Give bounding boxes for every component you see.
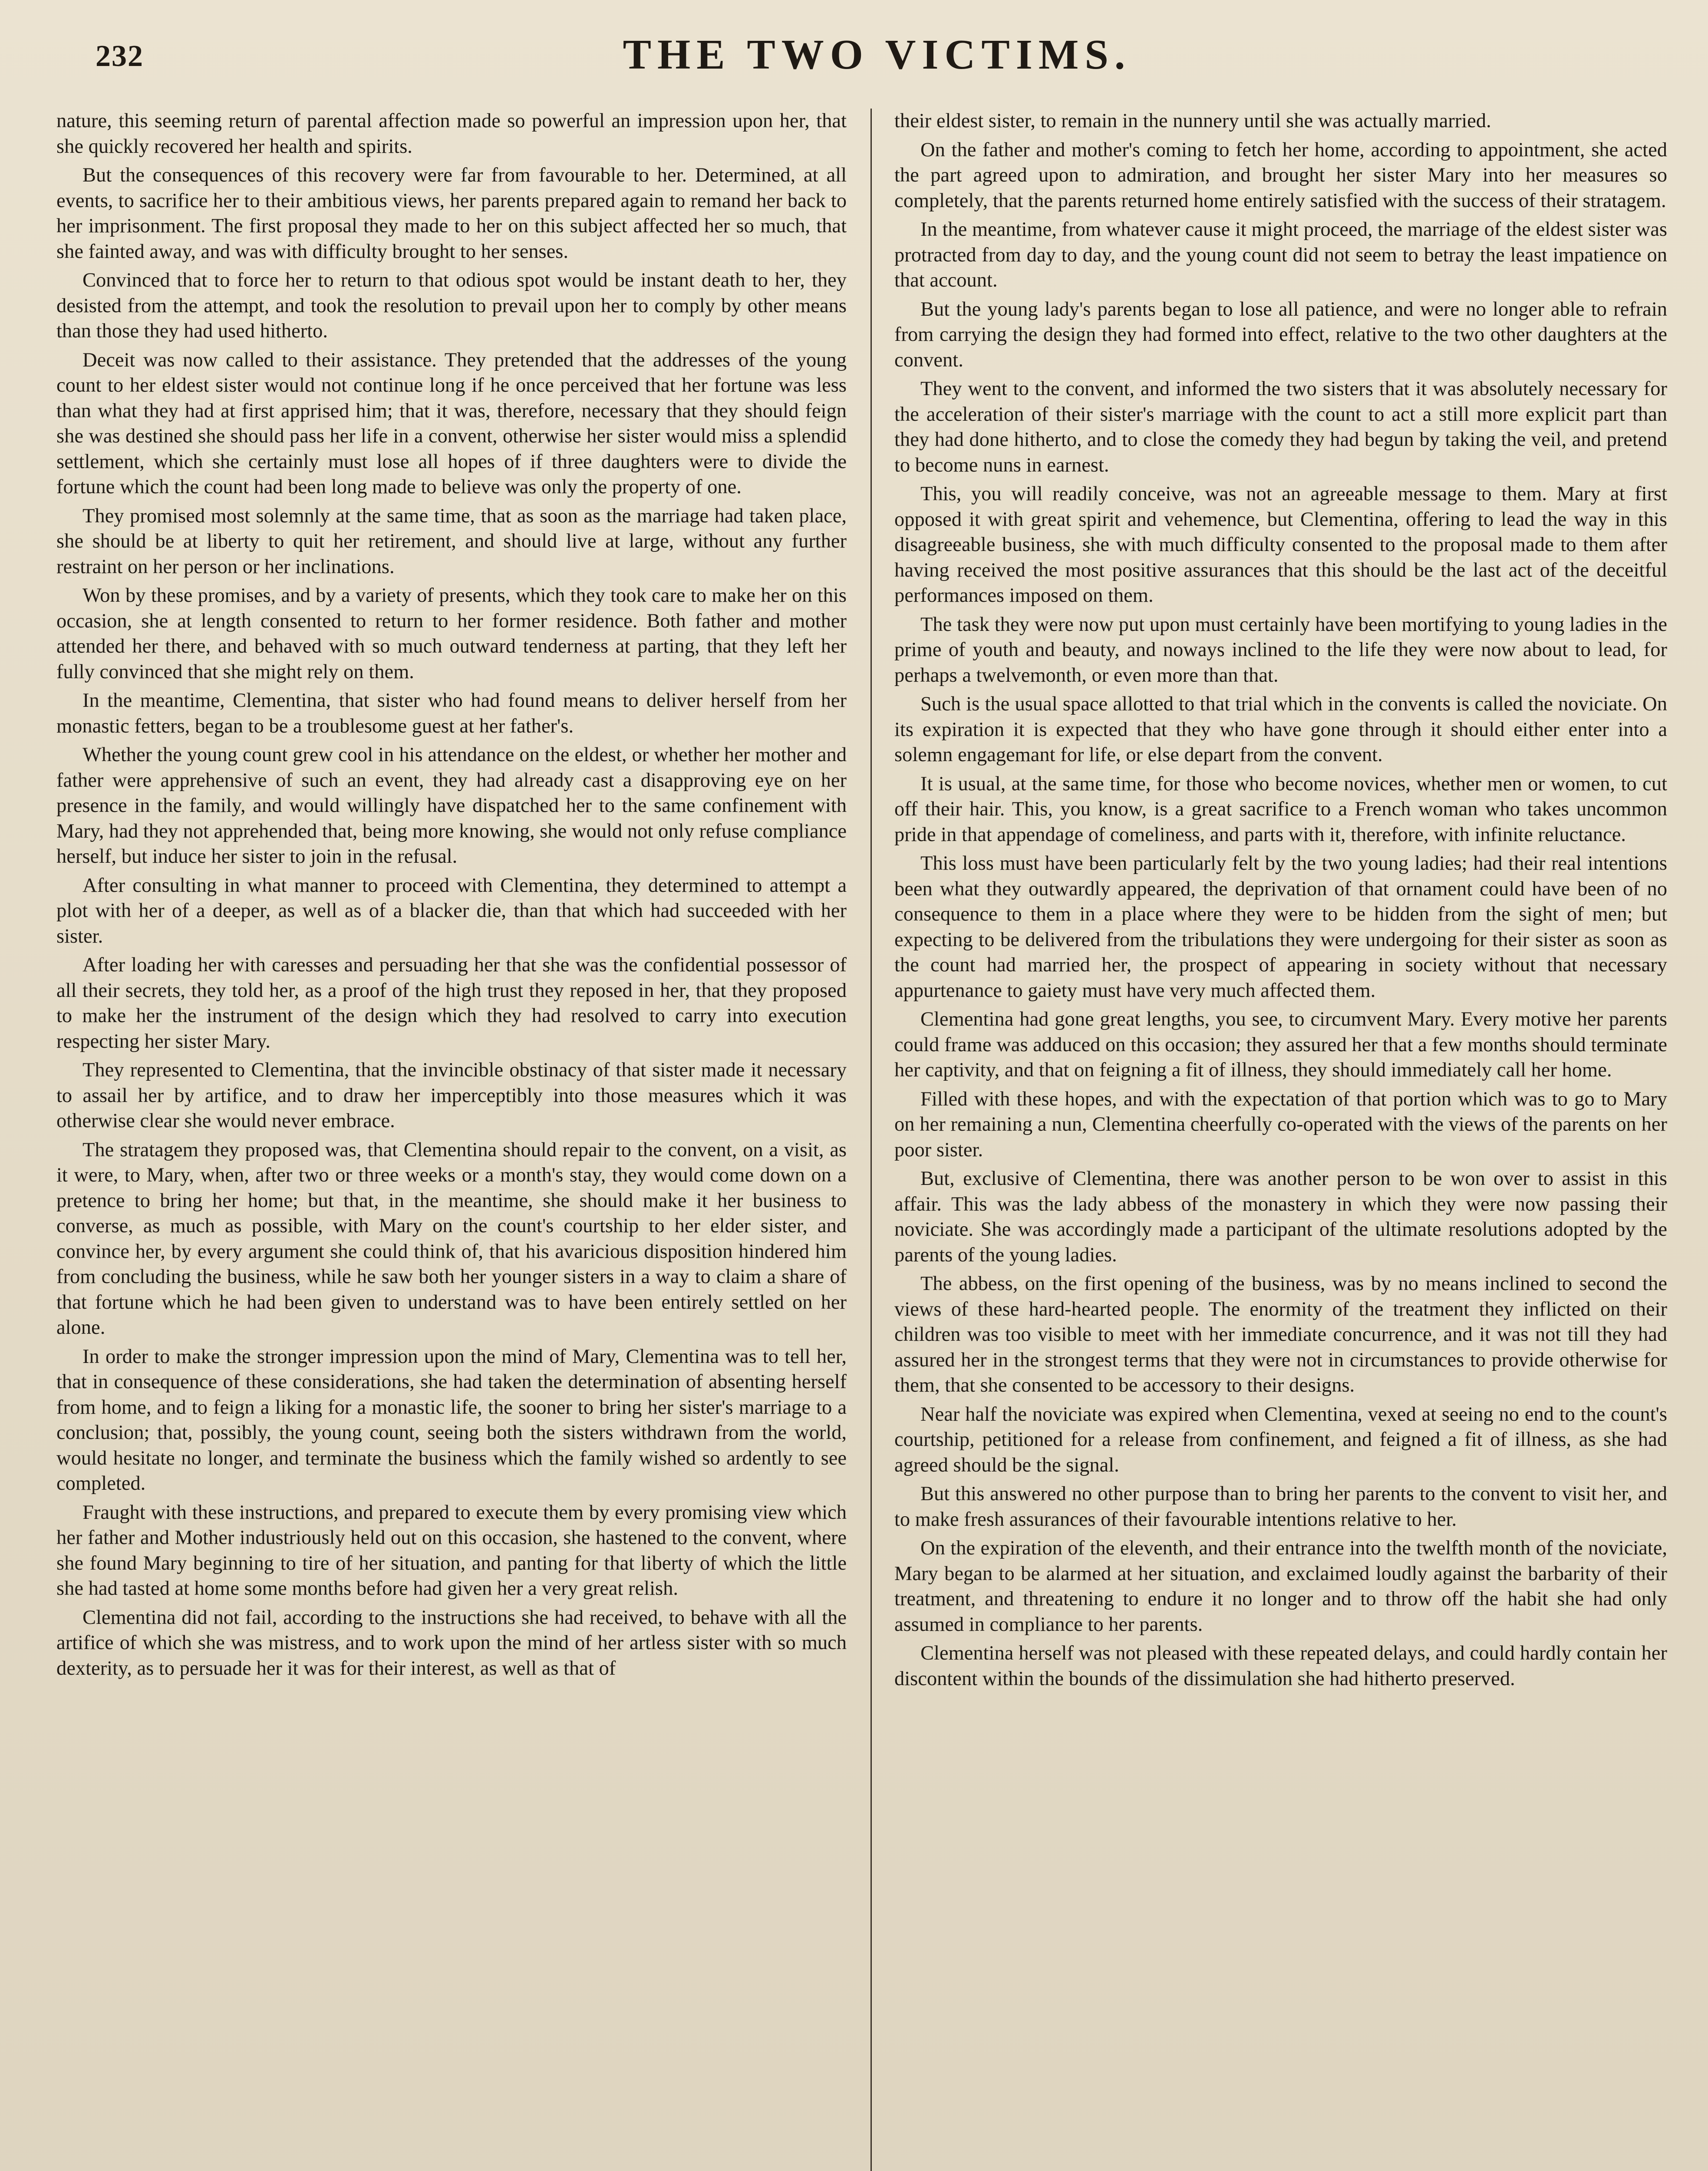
paragraph: Deceit was now called to their assistance. They pretended that the addresses of the young count to her eldest sister would not continue long if he once perceived that her fortune was less than what they had at first apprised him; that it was, therefore, necessary that they should feign she was destined she should pass her life in a convent, otherwise her sister would miss a splendid settlement, which she certainly must lose all hopes of if three daughters were to divide the fortune which the count had been long made to believe was only the property of one. [56, 349, 847, 498]
paragraph: nature, this seeming return of parental affection made so powerful an impression upon her, that she quickly recovered her health and spirits. [56, 110, 847, 158]
paragraph: On the father and mother's coming to fetch her home, according to appointment, she acted the part agreed upon to admiration, and brought her sister Mary into her measures so completely, that the parents returned home entirely satisfied with the success of their stratagem. [894, 139, 1667, 212]
paragraph: Filled with these hopes, and with the expectation of that portion which was to go to Mary on her remaining a nun, Clementina cheerfully co-operated with the views of the parents on her poor sister. [894, 1088, 1667, 1161]
paragraph: their eldest sister, to remain in the nunnery until she was actually married. [894, 110, 1491, 132]
paragraph: This, you will readily conceive, was not an agreeable message to them. Mary at first opposed it with great spirit and vehemence, but Clementina, offering to lead the way in this disagreeable business, she with much difficulty consented to the proposal made to them after having received the most positive assurances that this should be the last act of the deceitful performances imposed on them. [894, 483, 1667, 607]
paragraph: This loss must have been particularly felt by the two young ladies; had their real intentions been what they outwardly appeared, the deprivation of that ornament could have been of no consequence to them in a place where they were to be hidden from the sight of men; but expecting to be delivered from the tribulations they were undergoing for their sister as soon as the count had married her, the prospect of appearing in society without that necessary appurtenance to gaiety must have very much affected them. [894, 852, 1667, 1002]
page-header [96, 30, 1659, 96]
right-column [894, 109, 1667, 2171]
running-title: THE TWO VICTIMS. [623, 31, 1131, 78]
paragraph: But the young lady's parents began to lose all patience, and were no longer able to refrain from carrying the design they had formed into effect, relative to the two other daughters at the convent. [894, 298, 1667, 371]
paragraph: Such is the usual space allotted to that trial which in the convents is called the noviciate. On its expiration it is expected that they who have gone through it should either enter into a solemn engagemant for life, or else depart from the convent. [894, 693, 1667, 766]
paragraph: They promised most solemnly at the same time, that as soon as the marriage had taken place, she should be at liberty to quit her retirement, and should live at large, without any further restraint on her person or her inclinations. [56, 505, 847, 578]
paragraph: But, exclusive of Clementina, there was another person to be won over to assist in this affair. This was the lady abbess of the monastery in which they were now passing their noviciate. She was accordingly made a participant of the ultimate resolutions adopted by the parents of the young ladies. [894, 1168, 1667, 1266]
column-divider [870, 109, 872, 2171]
paragraph: After consulting in what manner to proceed with Clementina, they determined to attempt a plot with her of a deeper, as well as of a blacker die, than that which had succeeded with her sister. [56, 874, 847, 947]
paragraph: After loading her with caresses and persuading her that she was the confidential possessor of all their secrets, they told her, as a proof of the high trust they reposed in her, that they proposed to make her the instrument of the design which they had resolved to carry into execution respecting her sister Mary. [56, 954, 847, 1053]
paragraph: But this answered no other purpose than to bring her parents to the convent to visit her, and to make fresh assurances of their favourable intentions relative to her. [894, 1483, 1667, 1531]
paragraph: The stratagem they proposed was, that Clementina should repair to the convent, on a visit, as it were, to Mary, when, after two or three weeks or a month's stay, they would come down on a pretence to bring her home; but that, in the meantime, she should make it her business to converse, as much as possible, with Mary on the count's courtship to her elder sister, and convince her, by every argument she could think of, that his avaricious disposition hindered him from concluding the business, while he saw both her younger sisters in a way to claim a share of that fortune which he had been given to understand was to have been entirely settled on her alone. [56, 1138, 847, 1339]
paragraph: Fraught with these instructions, and prepared to execute them by every promising view which her father and Mother industriously held out on this occasion, she hastened to the convent, where she found Mary beginning to tire of her situation, and panting for that liberty of which the little she had tasted at home some months before had given her a very great relish. [56, 1501, 847, 1600]
paragraph: Convinced that to force her to return to that odious spot would be instant death to her, they desisted from the attempt, and took the resolution to prevail upon her to comply by other means than those they had used hitherto. [56, 269, 847, 342]
paragraph: Whether the young count grew cool in his attendance on the eldest, or whether her mother and father were apprehensive of such an event, they had already cast a disapproving eye on her presence in the family, and would willingly have dispatched her to the same confinement with Mary, had they not apprehended that, being more knowing, she would not only refuse compliance herself, but induce her sister to join in the refusal. [56, 744, 847, 868]
paragraph: On the expiration of the eleventh, and their entrance into the twelfth month of the noviciate, Mary began to be alarmed at her situation, and exclaimed loudly against the barbarity of their treatment, and threatening to endure it no longer and to throw off the habit she had only assumed in compliance to her parents. [894, 1537, 1667, 1636]
paragraph: In the meantime, from whatever cause it might proceed, the marriage of the eldest sister was protracted from day to day, and the young count did not seem to betray the least impatience on that account. [894, 218, 1667, 291]
paragraph: The abbess, on the first opening of the business, was by no means inclined to second the views of these hard-hearted people. The enormity of the treatment they inflicted on their children was too visible to meet with her immediate concurrence, and it was not till they had assured her in the strongest terms that they were not in circumstances to provide otherwise for them, that she consented to be accessory to their designs. [894, 1273, 1667, 1396]
paragraph: The task they were now put upon must certainly have been mortifying to young ladies in the prime of youth and beauty, and noways inclined to the life they were now about to lead, for perhaps a twelvemonth, or even more than that. [894, 613, 1667, 686]
paragraph: Clementina had gone great lengths, you see, to circumvent Mary. Every motive her parents could frame was adduced on this occasion; they assured her that a few months should terminate her captivity, and that on feigning a fit of illness, they should immediately call her home. [894, 1008, 1667, 1081]
paragraph: But the consequences of this recovery were far from favourable to her. Determined, at all events, to sacrifice her to their ambitious views, her parents prepared again to remand her back to her imprisonment. The first proposal they made to her on this subject affected her so much, that she fainted away, and was with difficulty brought to her senses. [56, 164, 847, 263]
paragraph: Won by these promises, and by a variety of presents, which they took care to make her on this occasion, she at length consented to return to her former residence. Both father and mother attended her there, and behaved with so much outward tenderness at parting, that they left her fully convinced that she might rely on them. [56, 584, 847, 683]
paragraph: Near half the noviciate was expired when Clementina, vexed at seeing no end to the count's courtship, petitioned for a release from confinement, and feigned a fit of illness, as she had agreed should be the signal. [894, 1403, 1667, 1476]
paragraph: In order to make the stronger impression upon the mind of Mary, Clementina was to tell her, that in consequence of these considerations, she had taken the determination of absenting herself from home, and to feign a liking for a monastic life, the sooner to bring her sister's marriage to a conclusion; that, possibly, the young count, seeing both the sisters withdrawn from the world, would hesitate no longer, and terminate the business which the family wished so ardently to see completed. [56, 1345, 847, 1495]
paragraph: In the meantime, Clementina, that sister who had found means to deliver herself from her monastic fetters, began to be a troublesome guest at her father's. [56, 690, 847, 737]
left-column [56, 109, 847, 2171]
paragraph: Clementina did not fail, according to the instructions she had received, to behave with all the artifice of which she was mistress, and to work upon the mind of her artless sister with so much dexterity, as to persuade her it was for their interest, as well as that of [56, 1606, 847, 1679]
paragraph: They represented to Clementina, that the invincible obstinacy of that sister made it necessary to assail her by artifice, and to draw her imperceptibly into those measures which it was otherwise clear she would never embrace. [56, 1059, 847, 1132]
paragraph: Clementina herself was not pleased with these repeated delays, and could hardly contain her discontent within the bounds of the dissimulation she had hitherto preserved. [894, 1642, 1667, 1690]
page-number: 232 [96, 40, 144, 73]
paragraph: They went to the convent, and informed the two sisters that it was absolutely necessary for the acceleration of their sister's marriage with the count to act a still more explicit part than they had done hitherto, and to close the comedy they had begun by taking the veil, and pretend to become nuns in earnest. [894, 378, 1667, 476]
paragraph: It is usual, at the same time, for those who become novices, whether men or women, to cut off their hair. This, you know, is a great sacrifice to a French woman who takes uncommon pride in that appendage of comeliness, and parts with it, therefore, with infinite reluctance. [894, 772, 1667, 846]
